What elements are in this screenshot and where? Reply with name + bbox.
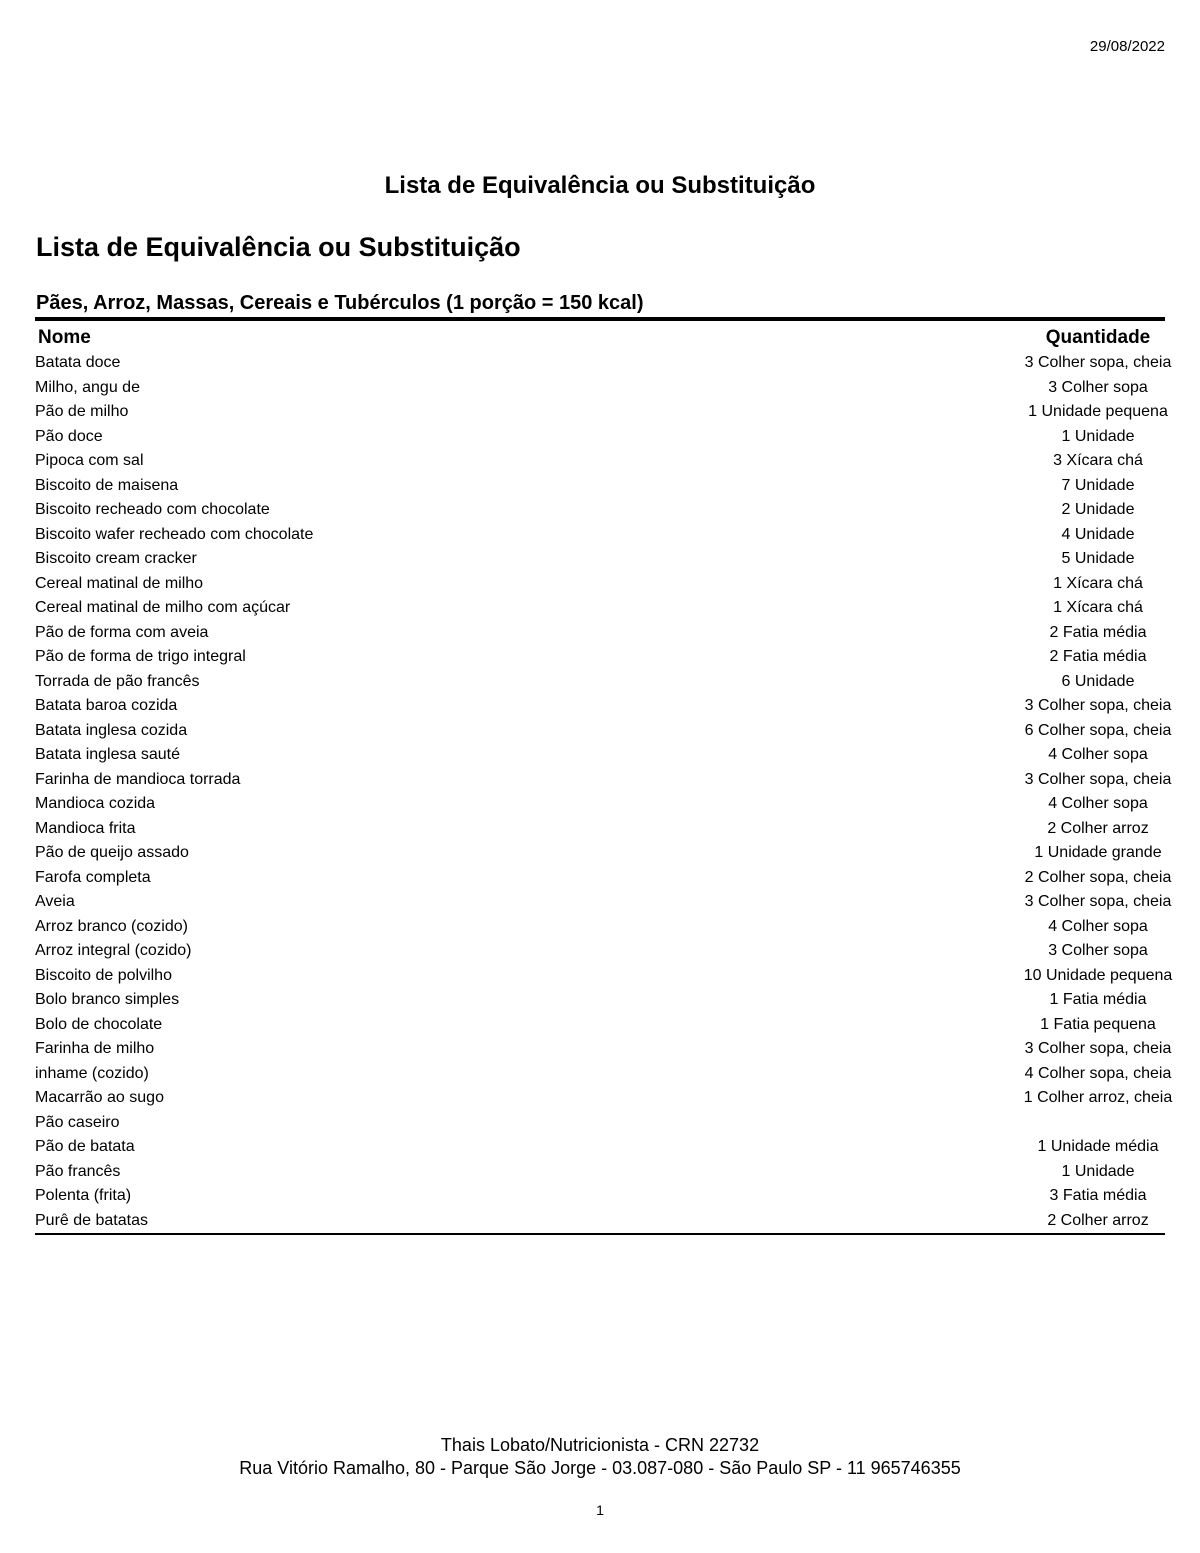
food-quantity-cell bbox=[1049, 1184, 1165, 1209]
document-date: 29/08/2022 bbox=[1089, 38, 1165, 55]
food-name: Batata inglesa cozida bbox=[35, 721, 188, 739]
document-subtitle: Lista de Equivalência ou Substituição bbox=[36, 232, 521, 262]
food-name: Mandioca frita bbox=[35, 819, 136, 837]
food-quantity: 1 Unidade média bbox=[1037, 1138, 1159, 1155]
food-name: Farinha de mandioca torrada bbox=[35, 770, 241, 788]
food-name: Pão doce bbox=[35, 427, 103, 445]
food-name: Mandioca cozida bbox=[35, 795, 156, 812]
table-row bbox=[35, 768, 1172, 793]
table-row bbox=[35, 449, 1165, 474]
food-quantity: 6 Colher sopa, cheia bbox=[1024, 721, 1172, 739]
food-name: Pão de milho bbox=[35, 403, 129, 420]
food-name: Bolo branco simples bbox=[35, 991, 180, 1008]
table-row bbox=[35, 694, 1172, 719]
food-quantity: 4 Colher sopa bbox=[1048, 795, 1148, 812]
food-quantity-cell bbox=[1049, 621, 1165, 646]
table-row bbox=[35, 890, 1172, 915]
food-quantity: 3 Colher sopa bbox=[1048, 942, 1148, 959]
food-name: Pão de forma de trigo integral bbox=[35, 648, 246, 665]
food-quantity-cell bbox=[1024, 890, 1172, 915]
page-number: 1 bbox=[596, 1502, 604, 1518]
food-quantity-cell bbox=[1024, 351, 1172, 376]
food-quantity: 4 Colher sopa, cheia bbox=[1024, 1064, 1172, 1082]
food-quantity-cell bbox=[1048, 915, 1165, 940]
table-row bbox=[35, 1086, 1173, 1111]
food-quantity-cell bbox=[1040, 1013, 1165, 1038]
column-header-quantity: Quantidade bbox=[1045, 327, 1151, 348]
food-name: Biscoito recheado com chocolate bbox=[35, 501, 270, 518]
table-header bbox=[35, 321, 1165, 349]
food-name: Biscoito de maisena bbox=[35, 476, 179, 494]
table-row bbox=[35, 645, 1165, 670]
table-row bbox=[35, 915, 1165, 940]
table-row bbox=[35, 572, 1165, 597]
table-row bbox=[35, 1013, 1165, 1038]
document-title: Lista de Equivalência ou Substituição bbox=[384, 172, 816, 199]
food-name: Farinha de milho bbox=[35, 1040, 155, 1057]
table-row bbox=[35, 1037, 1172, 1062]
table-row bbox=[35, 425, 1165, 450]
food-quantity: 5 Unidade bbox=[1061, 550, 1135, 567]
food-quantity-cell bbox=[1061, 498, 1165, 523]
table-row bbox=[35, 939, 1165, 964]
food-quantity-cell bbox=[1164, 1111, 1165, 1136]
table-row bbox=[35, 719, 1172, 744]
food-name: Pão caseiro bbox=[35, 1113, 120, 1131]
food-quantity: 2 Colher arroz bbox=[1047, 1211, 1149, 1229]
food-quantity: 3 Xícara chá bbox=[1053, 452, 1143, 469]
column-header-name: Nome bbox=[38, 327, 91, 348]
food-quantity-cell bbox=[1047, 1209, 1165, 1234]
food-quantity-cell bbox=[1061, 425, 1165, 450]
food-name: inhame (cozido) bbox=[35, 1064, 149, 1082]
table-row bbox=[35, 841, 1165, 866]
food-quantity: 7 Unidade bbox=[1061, 476, 1135, 494]
table-row bbox=[35, 866, 1172, 891]
table-row bbox=[35, 523, 1165, 548]
food-quantity-cell bbox=[1048, 939, 1165, 964]
food-quantity: 3 Fatia média bbox=[1049, 1187, 1147, 1204]
food-quantity-cell bbox=[1024, 694, 1172, 719]
table-row bbox=[35, 547, 1165, 572]
section-heading: Pães, Arroz, Massas, Cereais e Tubérculos (1 porção = 150 kcal) bbox=[36, 292, 644, 314]
food-name: Macarrão ao sugo bbox=[35, 1089, 164, 1106]
food-quantity-cell bbox=[1037, 1135, 1165, 1160]
food-quantity-cell bbox=[1028, 400, 1168, 425]
table-row bbox=[35, 1160, 1165, 1185]
food-name: Bolo de chocolate bbox=[35, 1015, 163, 1033]
table-row bbox=[35, 1184, 1165, 1209]
food-quantity-cell bbox=[1053, 449, 1165, 474]
table-row bbox=[35, 351, 1172, 376]
food-quantity: 1 Unidade pequena bbox=[1028, 403, 1168, 420]
food-quantity: 3 Colher sopa, cheia bbox=[1024, 697, 1172, 714]
table-row bbox=[35, 670, 1165, 695]
food-name: Torrada de pão francês bbox=[35, 672, 200, 690]
food-quantity: 3 Colher sopa, cheia bbox=[1024, 893, 1172, 910]
food-quantity-cell bbox=[1024, 1037, 1172, 1062]
food-quantity: 3 Colher sopa, cheia bbox=[1024, 1040, 1172, 1057]
food-name: Cereal matinal de milho com açúcar bbox=[35, 599, 291, 616]
food-quantity: 4 Colher sopa bbox=[1048, 917, 1148, 935]
food-quantity: 2 Colher arroz bbox=[1047, 819, 1149, 837]
food-name: Aveia bbox=[35, 893, 75, 910]
table-row bbox=[35, 596, 1165, 621]
food-quantity-cell bbox=[1061, 1160, 1165, 1185]
food-quantity: 3 Colher sopa, cheia bbox=[1024, 770, 1172, 788]
food-quantity-cell bbox=[1023, 964, 1173, 989]
equivalence-table-section bbox=[35, 290, 1173, 1235]
table-row bbox=[35, 964, 1173, 989]
food-quantity: 2 Fatia média bbox=[1049, 623, 1147, 641]
food-quantity: 1 Unidade grande bbox=[1034, 844, 1162, 861]
table-row bbox=[35, 1209, 1165, 1234]
food-name: Biscoito de polvilho bbox=[35, 966, 172, 984]
food-name: Purê de batatas bbox=[35, 1211, 148, 1229]
table-row bbox=[35, 988, 1165, 1013]
food-quantity-cell bbox=[1048, 743, 1165, 768]
food-quantity-cell bbox=[1023, 1086, 1173, 1111]
food-name: Pipoca com sal bbox=[35, 452, 144, 469]
table-row bbox=[35, 1111, 1165, 1136]
food-name: Arroz integral (cozido) bbox=[35, 942, 192, 959]
food-quantity: 4 Colher sopa bbox=[1048, 746, 1148, 763]
food-quantity: 1 Unidade bbox=[1061, 1162, 1135, 1180]
food-quantity-cell bbox=[1048, 792, 1165, 817]
footer-line-2: Rua Vitório Ramalho, 80 - Parque São Jorge - 03.087-080 - São Paulo SP - 11 965746355 bbox=[239, 1458, 961, 1478]
food-name: Arroz branco (cozido) bbox=[35, 917, 188, 935]
food-quantity-cell bbox=[1061, 547, 1165, 572]
footer-line-1: Thais Lobato/Nutricionista - CRN 22732 bbox=[440, 1435, 760, 1455]
food-quantity: 10 Unidade pequena bbox=[1023, 966, 1173, 984]
food-quantity: 1 Unidade bbox=[1061, 427, 1135, 445]
food-name: Batata inglesa sauté bbox=[35, 746, 180, 763]
food-quantity: 3 Colher sopa bbox=[1048, 378, 1148, 396]
food-name: Pão de queijo assado bbox=[35, 844, 189, 861]
food-name: Pão de batata bbox=[35, 1138, 135, 1155]
table-row bbox=[35, 376, 1165, 401]
table-row bbox=[35, 1062, 1172, 1087]
food-quantity: 6 Unidade bbox=[1061, 672, 1135, 690]
table-row bbox=[35, 792, 1165, 817]
food-name: Pão francês bbox=[35, 1162, 121, 1180]
table-row bbox=[35, 498, 1165, 523]
food-name: Batata baroa cozida bbox=[35, 697, 178, 714]
table-row bbox=[35, 743, 1165, 768]
table-row bbox=[35, 621, 1165, 646]
food-name: Biscoito cream cracker bbox=[35, 550, 197, 567]
food-quantity-cell bbox=[1034, 841, 1165, 866]
food-quantity: 2 Colher sopa, cheia bbox=[1024, 868, 1172, 886]
food-quantity: 2 Fatia média bbox=[1049, 648, 1147, 665]
table-row bbox=[35, 1135, 1165, 1160]
table-bottom-rule bbox=[35, 1233, 1165, 1235]
food-name: Milho, angu de bbox=[35, 378, 140, 396]
food-quantity-cell bbox=[1024, 768, 1172, 793]
food-quantity-cell bbox=[1047, 817, 1165, 842]
food-name: Pão de forma com aveia bbox=[35, 623, 209, 641]
food-name: Biscoito wafer recheado com chocolate bbox=[35, 525, 314, 543]
food-quantity-cell bbox=[1049, 645, 1165, 670]
food-quantity-cell bbox=[1061, 474, 1165, 499]
food-quantity: 1 Fatia média bbox=[1049, 991, 1147, 1008]
food-name: Batata doce bbox=[35, 354, 121, 371]
table-body bbox=[35, 351, 1173, 1233]
food-quantity: 2 Unidade bbox=[1061, 501, 1135, 518]
food-quantity-cell bbox=[1048, 376, 1165, 401]
food-quantity-cell bbox=[1053, 572, 1165, 597]
table-row bbox=[35, 817, 1165, 842]
food-quantity: 1 Fatia pequena bbox=[1040, 1015, 1156, 1033]
food-quantity-cell bbox=[1061, 670, 1165, 695]
food-quantity-cell bbox=[1049, 988, 1165, 1013]
table-row bbox=[35, 474, 1165, 499]
table-row bbox=[35, 400, 1168, 425]
food-quantity-cell bbox=[1024, 719, 1172, 744]
footer bbox=[0, 1434, 1200, 1480]
food-quantity-cell bbox=[1061, 523, 1165, 548]
food-quantity: 4 Unidade bbox=[1061, 525, 1135, 543]
food-quantity-cell bbox=[1053, 596, 1165, 621]
food-name: Cereal matinal de milho bbox=[35, 574, 204, 592]
food-quantity: 3 Colher sopa, cheia bbox=[1024, 354, 1172, 371]
food-quantity: 1 Colher arroz, cheia bbox=[1023, 1089, 1173, 1106]
food-quantity-cell bbox=[1024, 866, 1172, 891]
food-name: Farofa completa bbox=[35, 868, 151, 886]
food-quantity: 1 Xícara chá bbox=[1053, 599, 1143, 616]
food-name: Polenta (frita) bbox=[35, 1187, 132, 1204]
food-quantity: 1 Xícara chá bbox=[1053, 574, 1143, 592]
food-quantity-cell bbox=[1024, 1062, 1172, 1087]
